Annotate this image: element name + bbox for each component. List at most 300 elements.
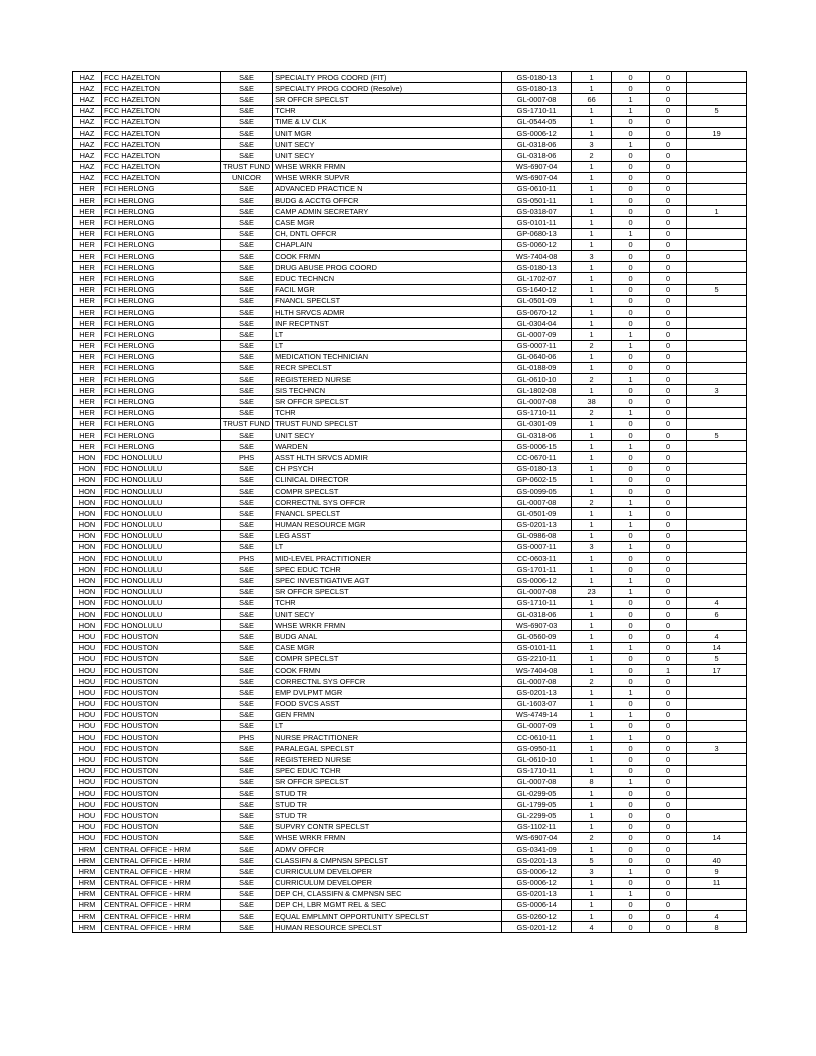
table-row	[73, 743, 747, 754]
total-cell: 3	[687, 385, 747, 396]
total-cell	[687, 541, 747, 552]
facility-name-cell: FCI HERLONG	[102, 441, 221, 452]
fund-cell: S&E	[221, 832, 273, 843]
count3-cell: 0	[650, 743, 687, 754]
grade-cell: GS-0318-07	[502, 206, 572, 217]
fund-cell: S&E	[221, 877, 273, 888]
total-cell: 5	[687, 653, 747, 664]
count-cell: 1	[572, 788, 612, 799]
grade-cell: GS-0006-12	[502, 127, 572, 138]
count-cell: 2	[572, 832, 612, 843]
table-row	[73, 698, 747, 709]
table-row	[73, 83, 747, 94]
count3-cell: 0	[650, 653, 687, 664]
table-row	[73, 351, 747, 362]
grade-cell: GS-1710-11	[502, 597, 572, 608]
table-row	[73, 284, 747, 295]
count3-cell: 0	[650, 172, 687, 183]
count-cell: 1	[572, 127, 612, 138]
total-cell	[687, 575, 747, 586]
fund-cell: S&E	[221, 698, 273, 709]
position-title-cell: WARDEN	[273, 441, 502, 452]
fund-cell: S&E	[221, 351, 273, 362]
table-row	[73, 441, 747, 452]
fund-cell: S&E	[221, 206, 273, 217]
position-title-cell: DEP CH, CLASSIFN & CMPNSN SEC	[273, 888, 502, 899]
count-cell: 2	[572, 340, 612, 351]
facility-name-cell: FDC HOUSTON	[102, 788, 221, 799]
grade-cell: GS-0260-12	[502, 911, 572, 922]
grade-cell: GL-0986-08	[502, 530, 572, 541]
facility-code-cell: HER	[73, 374, 102, 385]
total-cell	[687, 474, 747, 485]
facility-name-cell: FDC HONOLULU	[102, 463, 221, 474]
fund-cell: S&E	[221, 127, 273, 138]
facility-name-cell: CENTRAL OFFICE - HRM	[102, 911, 221, 922]
count3-cell: 0	[650, 83, 687, 94]
facility-name-cell: FCI HERLONG	[102, 295, 221, 306]
table-row	[73, 553, 747, 564]
count3-cell: 0	[650, 765, 687, 776]
count3-cell: 0	[650, 609, 687, 620]
total-cell	[687, 295, 747, 306]
facility-name-cell: FDC HONOLULU	[102, 474, 221, 485]
count2-cell: 0	[612, 553, 650, 564]
facility-name-cell: FCC HAZELTON	[102, 83, 221, 94]
grade-cell: GS-0180-13	[502, 72, 572, 83]
table-row	[73, 911, 747, 922]
facility-name-cell: CENTRAL OFFICE - HRM	[102, 922, 221, 933]
table-row	[73, 430, 747, 441]
facility-code-cell: HON	[73, 609, 102, 620]
grade-cell: GL-0610-10	[502, 374, 572, 385]
position-title-cell: SPECIALTY PROG COORD (Resolve)	[273, 83, 502, 94]
grade-cell: CC-0610-11	[502, 732, 572, 743]
count2-cell: 0	[612, 351, 650, 362]
grade-cell: GL-0007-08	[502, 497, 572, 508]
total-cell: 4	[687, 631, 747, 642]
total-cell	[687, 441, 747, 452]
fund-cell: S&E	[221, 530, 273, 541]
table-row	[73, 575, 747, 586]
total-cell	[687, 843, 747, 854]
grade-cell: GL-0544-05	[502, 116, 572, 127]
facility-name-cell: FDC HOUSTON	[102, 676, 221, 687]
count2-cell: 0	[612, 195, 650, 206]
count-cell: 1	[572, 631, 612, 642]
count2-cell: 0	[612, 430, 650, 441]
facility-code-cell: HOU	[73, 776, 102, 787]
facility-code-cell: HRM	[73, 911, 102, 922]
facility-name-cell: FCI HERLONG	[102, 407, 221, 418]
facility-code-cell: HRM	[73, 888, 102, 899]
fund-cell: S&E	[221, 262, 273, 273]
count2-cell: 0	[612, 183, 650, 194]
count3-cell: 0	[650, 228, 687, 239]
facility-code-cell: HOU	[73, 642, 102, 653]
facility-name-cell: FDC HONOLULU	[102, 553, 221, 564]
total-cell	[687, 452, 747, 463]
count-cell: 1	[572, 418, 612, 429]
count-cell: 1	[572, 843, 612, 854]
grade-cell: GS-0180-13	[502, 262, 572, 273]
count2-cell: 1	[612, 709, 650, 720]
facility-code-cell: HOU	[73, 788, 102, 799]
facility-code-cell: HER	[73, 396, 102, 407]
facility-code-cell: HAZ	[73, 72, 102, 83]
fund-cell: S&E	[221, 116, 273, 127]
total-cell	[687, 396, 747, 407]
fund-cell: S&E	[221, 575, 273, 586]
grade-cell: GS-0006-12	[502, 575, 572, 586]
fund-cell: S&E	[221, 519, 273, 530]
count2-cell: 0	[612, 385, 650, 396]
facility-code-cell: HER	[73, 284, 102, 295]
count3-cell: 0	[650, 362, 687, 373]
count2-cell: 1	[612, 497, 650, 508]
facility-name-cell: FCI HERLONG	[102, 329, 221, 340]
fund-cell: S&E	[221, 843, 273, 854]
position-title-cell: FNANCL SPECLST	[273, 295, 502, 306]
fund-cell: PHS	[221, 553, 273, 564]
total-cell: 9	[687, 866, 747, 877]
position-title-cell: CORRECTNL SYS OFFCR	[273, 497, 502, 508]
count3-cell: 0	[650, 799, 687, 810]
count-cell: 1	[572, 575, 612, 586]
position-title-cell: REGISTERED NURSE	[273, 374, 502, 385]
count-cell: 1	[572, 318, 612, 329]
grade-cell: GS-1640-12	[502, 284, 572, 295]
table-row	[73, 821, 747, 832]
fund-cell: S&E	[221, 150, 273, 161]
count2-cell: 1	[612, 407, 650, 418]
total-cell	[687, 530, 747, 541]
table-row	[73, 519, 747, 530]
facility-code-cell: HER	[73, 329, 102, 340]
facility-code-cell: HAZ	[73, 94, 102, 105]
count3-cell: 0	[650, 911, 687, 922]
facility-name-cell: FDC HONOLULU	[102, 530, 221, 541]
position-title-cell: CASE MGR	[273, 642, 502, 653]
position-title-cell: MID-LEVEL PRACTITIONER	[273, 553, 502, 564]
count3-cell: 0	[650, 541, 687, 552]
position-title-cell: CURRICULUM DEVELOPER	[273, 866, 502, 877]
count3-cell: 0	[650, 575, 687, 586]
table-row	[73, 799, 747, 810]
facility-name-cell: FCI HERLONG	[102, 273, 221, 284]
count3-cell: 0	[650, 273, 687, 284]
table-row	[73, 217, 747, 228]
facility-name-cell: FCC HAZELTON	[102, 172, 221, 183]
count3-cell: 0	[650, 306, 687, 317]
count3-cell: 0	[650, 396, 687, 407]
grade-cell: WS-4749-14	[502, 709, 572, 720]
fund-cell: TRUST FUND	[221, 161, 273, 172]
count2-cell: 1	[612, 732, 650, 743]
table-row	[73, 105, 747, 116]
count3-cell: 0	[650, 553, 687, 564]
facility-code-cell: HON	[73, 597, 102, 608]
fund-cell: S&E	[221, 430, 273, 441]
count3-cell: 0	[650, 374, 687, 385]
count3-cell: 0	[650, 754, 687, 765]
count2-cell: 0	[612, 843, 650, 854]
facility-name-cell: FDC HONOLULU	[102, 620, 221, 631]
position-title-cell: BUDG & ACCTG OFFCR	[273, 195, 502, 206]
position-title-cell: RECR SPECLST	[273, 362, 502, 373]
facility-code-cell: HER	[73, 340, 102, 351]
fund-cell: S&E	[221, 799, 273, 810]
position-title-cell: REGISTERED NURSE	[273, 754, 502, 765]
table-row	[73, 642, 747, 653]
facility-code-cell: HOU	[73, 653, 102, 664]
count3-cell: 0	[650, 922, 687, 933]
table-row	[73, 631, 747, 642]
position-title-cell: LEG ASST	[273, 530, 502, 541]
facility-code-cell: HOU	[73, 799, 102, 810]
count3-cell: 0	[650, 161, 687, 172]
count-cell: 5	[572, 855, 612, 866]
fund-cell: S&E	[221, 374, 273, 385]
facility-name-cell: FCI HERLONG	[102, 418, 221, 429]
count2-cell: 0	[612, 899, 650, 910]
facility-name-cell: FDC HOUSTON	[102, 810, 221, 821]
count3-cell: 0	[650, 452, 687, 463]
grade-cell: GS-0007-11	[502, 340, 572, 351]
facility-name-cell: CENTRAL OFFICE - HRM	[102, 888, 221, 899]
count3-cell: 0	[650, 810, 687, 821]
grade-cell: GS-0670-12	[502, 306, 572, 317]
fund-cell: S&E	[221, 441, 273, 452]
table-row	[73, 687, 747, 698]
total-cell	[687, 217, 747, 228]
total-cell	[687, 239, 747, 250]
total-cell	[687, 698, 747, 709]
table-row	[73, 899, 747, 910]
count2-cell: 1	[612, 586, 650, 597]
table-row	[73, 206, 747, 217]
table-row	[73, 888, 747, 899]
fund-cell: S&E	[221, 273, 273, 284]
position-title-cell: CHAPLAIN	[273, 239, 502, 250]
position-title-cell: TIME & LV CLK	[273, 116, 502, 127]
count-cell: 1	[572, 664, 612, 675]
total-cell	[687, 821, 747, 832]
count2-cell: 0	[612, 765, 650, 776]
position-title-cell: HLTH SRVCS ADMR	[273, 306, 502, 317]
fund-cell: S&E	[221, 139, 273, 150]
facility-code-cell: HRM	[73, 866, 102, 877]
facility-name-cell: CENTRAL OFFICE - HRM	[102, 866, 221, 877]
count2-cell: 0	[612, 698, 650, 709]
table-row	[73, 340, 747, 351]
count2-cell: 0	[612, 306, 650, 317]
total-cell: 17	[687, 664, 747, 675]
grade-cell: GL-0007-09	[502, 329, 572, 340]
table-row	[73, 754, 747, 765]
position-title-cell: BUDG ANAL	[273, 631, 502, 642]
position-title-cell: COMPR SPECLST	[273, 485, 502, 496]
count2-cell: 1	[612, 139, 650, 150]
facility-name-cell: FDC HOUSTON	[102, 765, 221, 776]
count2-cell: 0	[612, 877, 650, 888]
facility-code-cell: HRM	[73, 877, 102, 888]
position-title-cell: UNIT SECY	[273, 150, 502, 161]
facility-name-cell: FCI HERLONG	[102, 396, 221, 407]
facility-name-cell: FCI HERLONG	[102, 362, 221, 373]
position-title-cell: SPECIALTY PROG COORD (FIT)	[273, 72, 502, 83]
position-title-cell: PARALEGAL SPECLST	[273, 743, 502, 754]
facility-code-cell: HAZ	[73, 105, 102, 116]
facility-name-cell: FCI HERLONG	[102, 239, 221, 250]
facility-name-cell: FDC HOUSTON	[102, 664, 221, 675]
count2-cell: 0	[612, 743, 650, 754]
fund-cell: S&E	[221, 497, 273, 508]
fund-cell: S&E	[221, 788, 273, 799]
count-cell: 3	[572, 139, 612, 150]
position-title-cell: CORRECTNL SYS OFFCR	[273, 676, 502, 687]
count-cell: 1	[572, 485, 612, 496]
position-title-cell: SR OFFCR SPECLST	[273, 776, 502, 787]
fund-cell: S&E	[221, 295, 273, 306]
table-row	[73, 788, 747, 799]
facility-name-cell: FDC HOUSTON	[102, 687, 221, 698]
facility-name-cell: FDC HOUSTON	[102, 732, 221, 743]
position-title-cell: CH, DNTL OFFCR	[273, 228, 502, 239]
total-cell	[687, 799, 747, 810]
grade-cell: GL-0007-08	[502, 94, 572, 105]
position-title-cell: TCHR	[273, 105, 502, 116]
table-row	[73, 251, 747, 262]
facility-code-cell: HOU	[73, 664, 102, 675]
grade-cell: GL-0318-06	[502, 609, 572, 620]
fund-cell: S&E	[221, 474, 273, 485]
count-cell: 1	[572, 698, 612, 709]
facility-code-cell: HER	[73, 418, 102, 429]
count-cell: 1	[572, 195, 612, 206]
position-title-cell: GEN FRMN	[273, 709, 502, 720]
count2-cell: 0	[612, 530, 650, 541]
count-cell: 3	[572, 251, 612, 262]
grade-cell: GL-0007-09	[502, 720, 572, 731]
facility-code-cell: HAZ	[73, 83, 102, 94]
count-cell: 2	[572, 497, 612, 508]
fund-cell: S&E	[221, 72, 273, 83]
grade-cell: GP-0602-15	[502, 474, 572, 485]
count-cell: 1	[572, 899, 612, 910]
facility-code-cell: HOU	[73, 810, 102, 821]
facility-code-cell: HON	[73, 530, 102, 541]
grade-cell: GL-0188-09	[502, 362, 572, 373]
facility-code-cell: HER	[73, 362, 102, 373]
fund-cell: S&E	[221, 899, 273, 910]
count3-cell: 0	[650, 776, 687, 787]
table-row	[73, 485, 747, 496]
facility-name-cell: FCC HAZELTON	[102, 161, 221, 172]
position-title-cell: EQUAL EMPLMNT OPPORTUNITY SPECLST	[273, 911, 502, 922]
count2-cell: 0	[612, 810, 650, 821]
facility-code-cell: HER	[73, 183, 102, 194]
facility-code-cell: HER	[73, 385, 102, 396]
count-cell: 4	[572, 922, 612, 933]
count-cell: 1	[572, 284, 612, 295]
count3-cell: 0	[650, 441, 687, 452]
count-cell: 1	[572, 911, 612, 922]
count3-cell: 0	[650, 430, 687, 441]
count3-cell: 0	[650, 139, 687, 150]
facility-name-cell: CENTRAL OFFICE - HRM	[102, 855, 221, 866]
total-cell	[687, 564, 747, 575]
facility-code-cell: HER	[73, 251, 102, 262]
grade-cell: GS-0006-12	[502, 866, 572, 877]
table-row	[73, 922, 747, 933]
count-cell: 1	[572, 116, 612, 127]
facility-code-cell: HRM	[73, 899, 102, 910]
table-row	[73, 843, 747, 854]
count-cell: 1	[572, 183, 612, 194]
position-title-cell: TCHR	[273, 597, 502, 608]
facility-name-cell: FDC HOUSTON	[102, 754, 221, 765]
count2-cell: 0	[612, 485, 650, 496]
count-cell: 1	[572, 295, 612, 306]
table-row	[73, 508, 747, 519]
facility-name-cell: FDC HOUSTON	[102, 653, 221, 664]
total-cell: 5	[687, 430, 747, 441]
table-row	[73, 295, 747, 306]
total-cell: 1	[687, 206, 747, 217]
facility-code-cell: HOU	[73, 743, 102, 754]
position-title-cell: STUD TR	[273, 799, 502, 810]
grade-cell: GL-0007-08	[502, 396, 572, 407]
position-title-cell: CLASSIFN & CMPNSN SPECLST	[273, 855, 502, 866]
grade-cell: GS-0341-09	[502, 843, 572, 854]
total-cell	[687, 888, 747, 899]
count2-cell: 0	[612, 664, 650, 675]
count2-cell: 0	[612, 609, 650, 620]
count3-cell: 0	[650, 564, 687, 575]
facility-name-cell: FDC HOUSTON	[102, 799, 221, 810]
count-cell: 1	[572, 474, 612, 485]
facility-code-cell: HOU	[73, 709, 102, 720]
total-cell	[687, 776, 747, 787]
count2-cell: 0	[612, 295, 650, 306]
table-row	[73, 228, 747, 239]
table-row	[73, 732, 747, 743]
position-title-cell: COMPR SPECLST	[273, 653, 502, 664]
table-row	[73, 116, 747, 127]
count3-cell: 0	[650, 698, 687, 709]
fund-cell: S&E	[221, 676, 273, 687]
total-cell: 5	[687, 284, 747, 295]
count3-cell: 0	[650, 788, 687, 799]
count3-cell: 0	[650, 385, 687, 396]
position-title-cell: ASST HLTH SRVCS ADMIR	[273, 452, 502, 463]
facility-code-cell: HOU	[73, 676, 102, 687]
fund-cell: S&E	[221, 407, 273, 418]
table-row	[73, 374, 747, 385]
position-title-cell: CASE MGR	[273, 217, 502, 228]
fund-cell: S&E	[221, 821, 273, 832]
grade-cell: GS-0007-11	[502, 541, 572, 552]
total-cell	[687, 183, 747, 194]
fund-cell: S&E	[221, 709, 273, 720]
grade-cell: GL-1702-07	[502, 273, 572, 284]
table-row	[73, 273, 747, 284]
count2-cell: 0	[612, 150, 650, 161]
count3-cell: 0	[650, 340, 687, 351]
fund-cell: S&E	[221, 485, 273, 496]
count2-cell: 1	[612, 94, 650, 105]
